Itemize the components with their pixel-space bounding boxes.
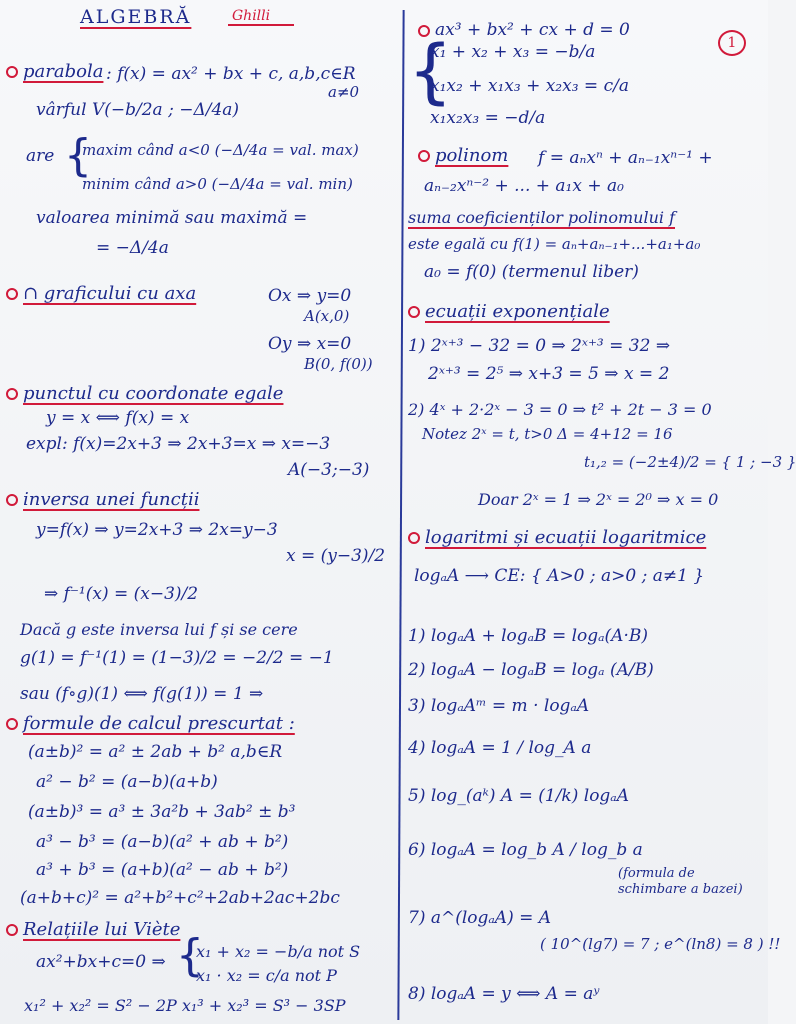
brace-icon: { [64, 130, 92, 181]
heading-viete: Relațiile lui Viète [6, 920, 180, 940]
exp-example-2b: Notez 2ˣ = t, t>0 Δ = 4+12 = 16 [422, 425, 673, 443]
formula-5: a³ + b³ = (a+b)(a² − ab + b²) [36, 860, 289, 880]
inversa-step-3: ⇒ f⁻¹(x) = (x−3)/2 [44, 584, 199, 604]
heading-exponential: ecuații exponențiale [408, 302, 610, 322]
signature: Ghilli [228, 8, 294, 26]
cubic-viete-1: x₁ + x₂ + x₃ = −b/a [430, 42, 596, 62]
grafic-ox-point: A(x,0) [304, 307, 350, 325]
log-rule-7-example: ( 10^(lg7) = 7 ; e^(ln8) = 8 ) !! [540, 935, 781, 953]
exp-example-1b: 2ˣ⁺³ = 2⁵ ⇒ x+3 = 5 ⇒ x = 2 [428, 364, 670, 384]
exp-example-1: 1) 2ˣ⁺³ − 32 = 0 ⇒ 2ˣ⁺³ = 32 ⇒ [408, 336, 671, 356]
log-conditions: logₐA ⟶ CE: { A>0 ; a>0 ; a≠1 } [414, 566, 705, 586]
formula-4: a³ − b³ = (a−b)(a² + ab + b²) [36, 832, 289, 852]
polinom-formula-cont: aₙ₋₂xⁿ⁻² + ... + a₁x + a₀ [424, 176, 624, 196]
g1-line: g(1) = f⁻¹(1) = (1−3)/2 = −2/2 = −1 [20, 648, 334, 668]
heading-grafic: ∩ graficului cu axa [6, 284, 196, 304]
viete-equation: ax²+bx+c=0 ⇒ [36, 952, 166, 972]
bullet-icon [6, 924, 18, 936]
log-rule-2: 2) logₐA − logₐB = logₐ (A/B) [408, 660, 654, 680]
viete-powers: x₁² + x₂² = S² − 2P x₁³ + x₂³ = S³ − 3SP [24, 996, 346, 1015]
bullet-icon [6, 718, 18, 730]
valoarea-value: = −Δ/4a [96, 238, 169, 258]
formula-1: (a±b)² = a² ± 2ab + b² a,b∈R [28, 742, 283, 762]
log-rule-7: 7) a^(logₐA) = A [408, 908, 552, 928]
heading-suma: suma coeficienților polinomului f [408, 208, 675, 227]
minim-line: minim când a>0 (−Δ/4a = val. min) [82, 175, 353, 193]
punct-example: expl: f(x)=2x+3 ⇒ 2x+3=x ⇒ x=−3 [26, 434, 331, 454]
heading-formule: formule de calcul prescurtat : [6, 714, 295, 734]
log-rule-1: 1) logₐA + logₐB = logₐ(A·B) [408, 626, 648, 646]
punct-example-point: A(−3;−3) [288, 460, 370, 480]
page-title: ALGEBRĂ [80, 6, 192, 28]
log-rule-6: 6) logₐA = log_b A / log_b a [408, 840, 643, 860]
formula-3: (a±b)³ = a³ ± 3a²b + 3ab² ± b³ [28, 802, 296, 822]
cubic-equation: ax³ + bx² + cx + d = 0 [418, 20, 630, 40]
exp-example-2d: Doar 2ˣ = 1 ⇒ 2ˣ = 2⁰ ⇒ x = 0 [478, 490, 719, 509]
grafic-ox: Ox ⇒ y=0 [268, 286, 352, 306]
viete-sum: x₁ + x₂ = −b/a not S [196, 942, 361, 961]
grafic-oy-point: B(0, f(0)) [304, 355, 373, 373]
parabola-condition: a≠0 [328, 83, 360, 101]
heading-punct: punctul cu coordonate egale [6, 384, 283, 404]
brace-icon: { [176, 930, 204, 981]
page-number-badge: 1 [718, 30, 746, 56]
heading-parabola: parabola [6, 62, 103, 82]
viete-product: x₁ · x₂ = c/a not P [196, 966, 337, 985]
formula-6: (a+b+c)² = a²+b²+c²+2ab+2ac+2bc [20, 888, 340, 908]
polinom-formula: f = aₙxⁿ + aₙ₋₁xⁿ⁻¹ + [538, 148, 713, 168]
log-rule-5: 5) log_(aᵏ) A = (1/k) logₐA [408, 786, 629, 806]
inversa-step-1: y=f(x) ⇒ y=2x+3 ⇒ 2x=y−3 [36, 520, 278, 540]
bullet-icon [6, 288, 18, 300]
cubic-viete-3: x₁x₂x₃ = −d/a [430, 108, 546, 128]
parabola-formula: : f(x) = ax² + bx + c, a,b,c∈R [106, 64, 356, 84]
log-rule-3: 3) logₐAᵐ = m · logₐA [408, 696, 590, 716]
formula-2: a² − b² = (a−b)(a+b) [36, 772, 218, 792]
bullet-icon [6, 494, 18, 506]
daca-line: Dacă g este inversa lui f și se cere [20, 620, 298, 639]
parabola-vertex: vârful V(−b/2a ; −Δ/4a) [36, 100, 240, 120]
exp-example-2: 2) 4ˣ + 2·2ˣ − 3 = 0 ⇒ t² + 2t − 3 = 0 [408, 400, 712, 419]
log-rule-4: 4) logₐA = 1 / log_A a [408, 738, 592, 758]
log-rule-8: 8) logₐA = y ⟺ A = aʸ [408, 984, 600, 1004]
bullet-icon [418, 150, 430, 162]
sau-line: sau (f∘g)(1) ⟺ f(g(1)) = 1 ⇒ [20, 684, 264, 704]
heading-logaritmi: logaritmi și ecuații logaritmice [408, 528, 706, 548]
log-rule-6-note: (formula de schimbare a bazei) [618, 866, 743, 897]
suma-line-3: a₀ = f(0) (termenul liber) [424, 262, 639, 282]
inversa-step-2: x = (y−3)/2 [286, 546, 386, 566]
punct-equation: y = x ⟺ f(x) = x [46, 408, 190, 428]
heading-polinom: polinom [418, 146, 508, 166]
maxim-line: maxim când a<0 (−Δ/4a = val. max) [82, 141, 359, 159]
heading-inversa: inversa unei funcții [6, 490, 199, 510]
cubic-viete-2: x₁x₂ + x₁x₃ + x₂x₃ = c/a [430, 76, 629, 96]
brace-icon: { [408, 30, 453, 112]
valoarea-line: valoarea minimă sau maximă = [36, 208, 308, 228]
suma-line-2: este egală cu f(1) = aₙ+aₙ₋₁+...+a₁+a₀ [408, 235, 701, 253]
bullet-icon [408, 532, 420, 544]
bullet-icon [6, 66, 18, 78]
column-divider [397, 10, 404, 1020]
are-label: are [26, 146, 55, 166]
bullet-icon [408, 306, 420, 318]
grafic-oy: Oy ⇒ x=0 [268, 334, 352, 354]
exp-example-2c: t₁,₂ = (−2±4)/2 = { 1 ; −3 } [584, 453, 796, 471]
bullet-icon [6, 388, 18, 400]
